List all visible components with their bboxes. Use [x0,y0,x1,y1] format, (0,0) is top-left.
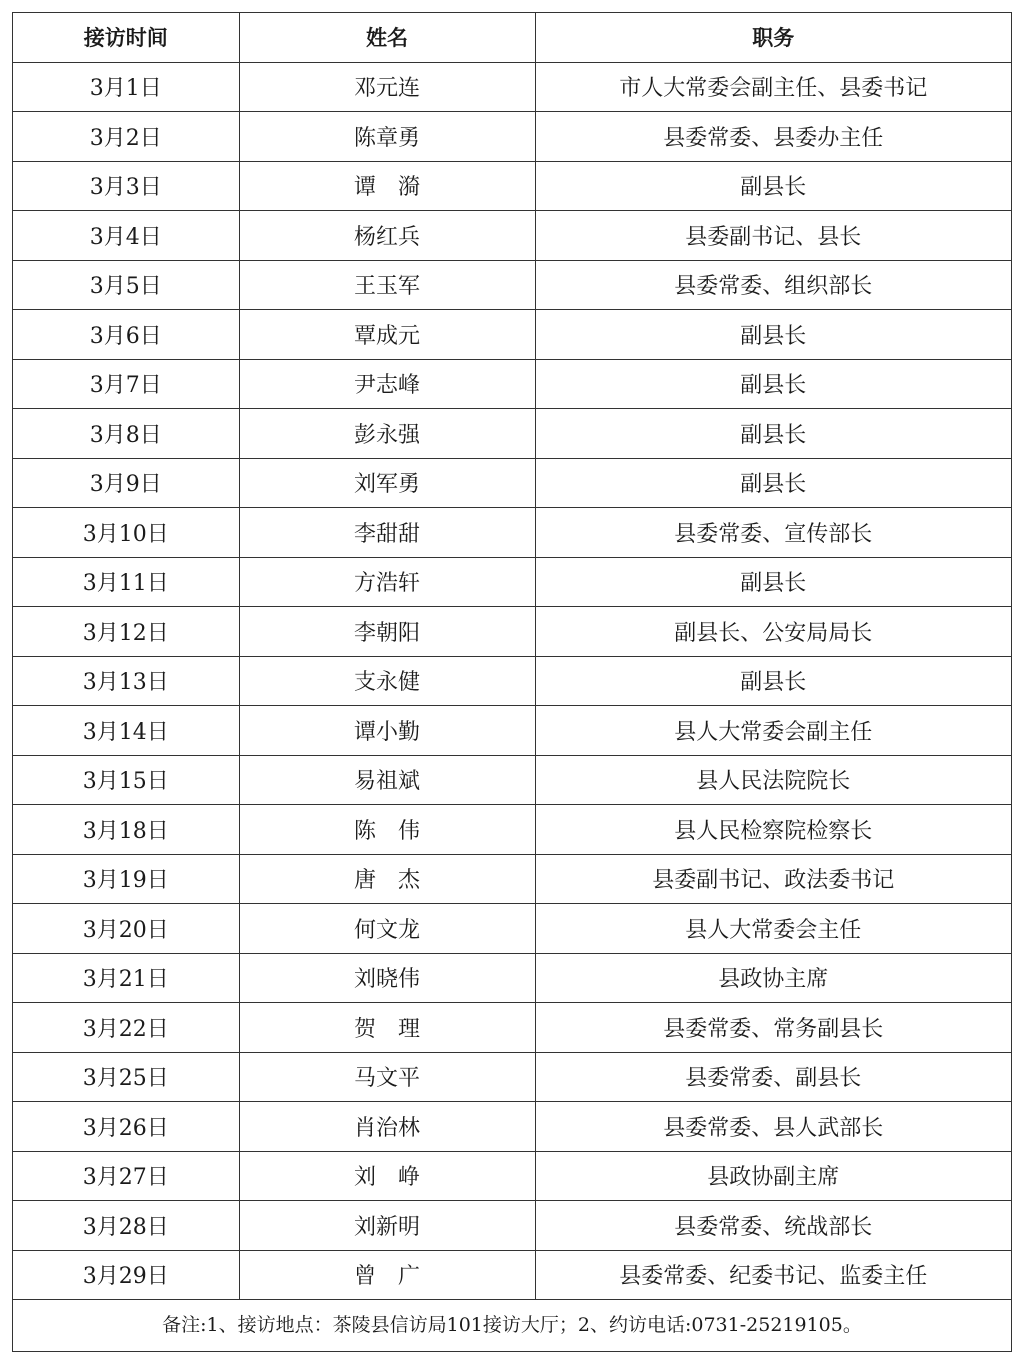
cell-date: 3月19日 [13,854,239,904]
cell-position: 县委常委、常务副县长 [535,1003,1011,1053]
table-row [13,755,1011,805]
cell-date: 3月28日 [13,1201,239,1251]
cell-date: 3月29日 [13,1250,239,1300]
table-body [13,62,1011,1300]
cell-position: 县委常委、组织部长 [535,260,1011,310]
cell-date: 3月20日 [13,904,239,954]
reception-schedule-table [13,13,1011,1300]
table-row [13,1102,1011,1152]
cell-name: 李朝阳 [239,607,535,657]
schedule-sheet [12,12,1012,1352]
cell-position: 县委副书记、县长 [535,211,1011,261]
table-row [13,409,1011,459]
table-row [13,904,1011,954]
cell-date: 3月3日 [13,161,239,211]
cell-name: 易祖斌 [239,755,535,805]
cell-name: 陈 伟 [239,805,535,855]
cell-date: 3月4日 [13,211,239,261]
table-row [13,112,1011,162]
table-row [13,953,1011,1003]
cell-date: 3月21日 [13,953,239,1003]
cell-date: 3月2日 [13,112,239,162]
cell-name: 覃成元 [239,310,535,360]
cell-position: 县人民检察院检察长 [535,805,1011,855]
cell-position: 县人民法院院长 [535,755,1011,805]
table-row [13,310,1011,360]
cell-date: 3月26日 [13,1102,239,1152]
table-row [13,62,1011,112]
table-row [13,1003,1011,1053]
table-row [13,161,1011,211]
cell-name: 刘 峥 [239,1151,535,1201]
table-header-row [13,13,1011,62]
cell-date: 3月8日 [13,409,239,459]
table-row [13,854,1011,904]
header-name: 姓名 [239,13,535,62]
cell-date: 3月5日 [13,260,239,310]
cell-date: 3月1日 [13,62,239,112]
cell-position: 县委常委、统战部长 [535,1201,1011,1251]
cell-name: 贺 理 [239,1003,535,1053]
cell-name: 尹志峰 [239,359,535,409]
table-row [13,1151,1011,1201]
cell-position: 县委副书记、政法委书记 [535,854,1011,904]
table-row [13,1201,1011,1251]
cell-position: 副县长 [535,409,1011,459]
table-row [13,1250,1011,1300]
cell-position: 副县长 [535,458,1011,508]
table-row [13,1052,1011,1102]
cell-name: 彭永强 [239,409,535,459]
cell-name: 曾 广 [239,1250,535,1300]
cell-name: 刘军勇 [239,458,535,508]
table-row [13,805,1011,855]
cell-position: 县委常委、宣传部长 [535,508,1011,558]
cell-name: 刘晓伟 [239,953,535,1003]
cell-position: 副县长、公安局局长 [535,607,1011,657]
header-position: 职务 [535,13,1011,62]
table-row [13,656,1011,706]
cell-date: 3月25日 [13,1052,239,1102]
cell-date: 3月22日 [13,1003,239,1053]
header-date: 接访时间 [13,13,239,62]
cell-date: 3月6日 [13,310,239,360]
cell-name: 肖治林 [239,1102,535,1152]
cell-date: 3月9日 [13,458,239,508]
table-row [13,607,1011,657]
cell-date: 3月14日 [13,706,239,756]
cell-name: 王玉军 [239,260,535,310]
table-row [13,458,1011,508]
cell-name: 支永健 [239,656,535,706]
table-row [13,359,1011,409]
cell-position: 县委常委、副县长 [535,1052,1011,1102]
cell-name: 谭 漪 [239,161,535,211]
cell-date: 3月10日 [13,508,239,558]
cell-date: 3月12日 [13,607,239,657]
cell-position: 县委常委、县人武部长 [535,1102,1011,1152]
cell-date: 3月13日 [13,656,239,706]
cell-position: 县委常委、纪委书记、监委主任 [535,1250,1011,1300]
cell-position: 市人大常委会副主任、县委书记 [535,62,1011,112]
cell-position: 县政协主席 [535,953,1011,1003]
footer-note: 备注:1、接访地点：茶陵县信访局101接访大厅；2、约访电话:0731-25219105。 [162,1314,862,1336]
cell-position: 副县长 [535,656,1011,706]
cell-name: 方浩轩 [239,557,535,607]
cell-position: 副县长 [535,161,1011,211]
cell-name: 杨红兵 [239,211,535,261]
table-row [13,557,1011,607]
cell-date: 3月18日 [13,805,239,855]
cell-position: 副县长 [535,359,1011,409]
cell-date: 3月15日 [13,755,239,805]
cell-date: 3月7日 [13,359,239,409]
table-row [13,706,1011,756]
cell-date: 3月27日 [13,1151,239,1201]
cell-position: 副县长 [535,310,1011,360]
table-row [13,211,1011,261]
cell-position: 副县长 [535,557,1011,607]
table-row [13,260,1011,310]
cell-name: 刘新明 [239,1201,535,1251]
table-row [13,508,1011,558]
cell-position: 县人大常委会主任 [535,904,1011,954]
cell-name: 李甜甜 [239,508,535,558]
cell-name: 陈章勇 [239,112,535,162]
cell-position: 县人大常委会副主任 [535,706,1011,756]
cell-name: 邓元连 [239,62,535,112]
cell-name: 何文龙 [239,904,535,954]
cell-position: 县委常委、县委办主任 [535,112,1011,162]
cell-date: 3月11日 [13,557,239,607]
cell-position: 县政协副主席 [535,1151,1011,1201]
cell-name: 马文平 [239,1052,535,1102]
cell-name: 唐 杰 [239,854,535,904]
cell-name: 谭小勤 [239,706,535,756]
